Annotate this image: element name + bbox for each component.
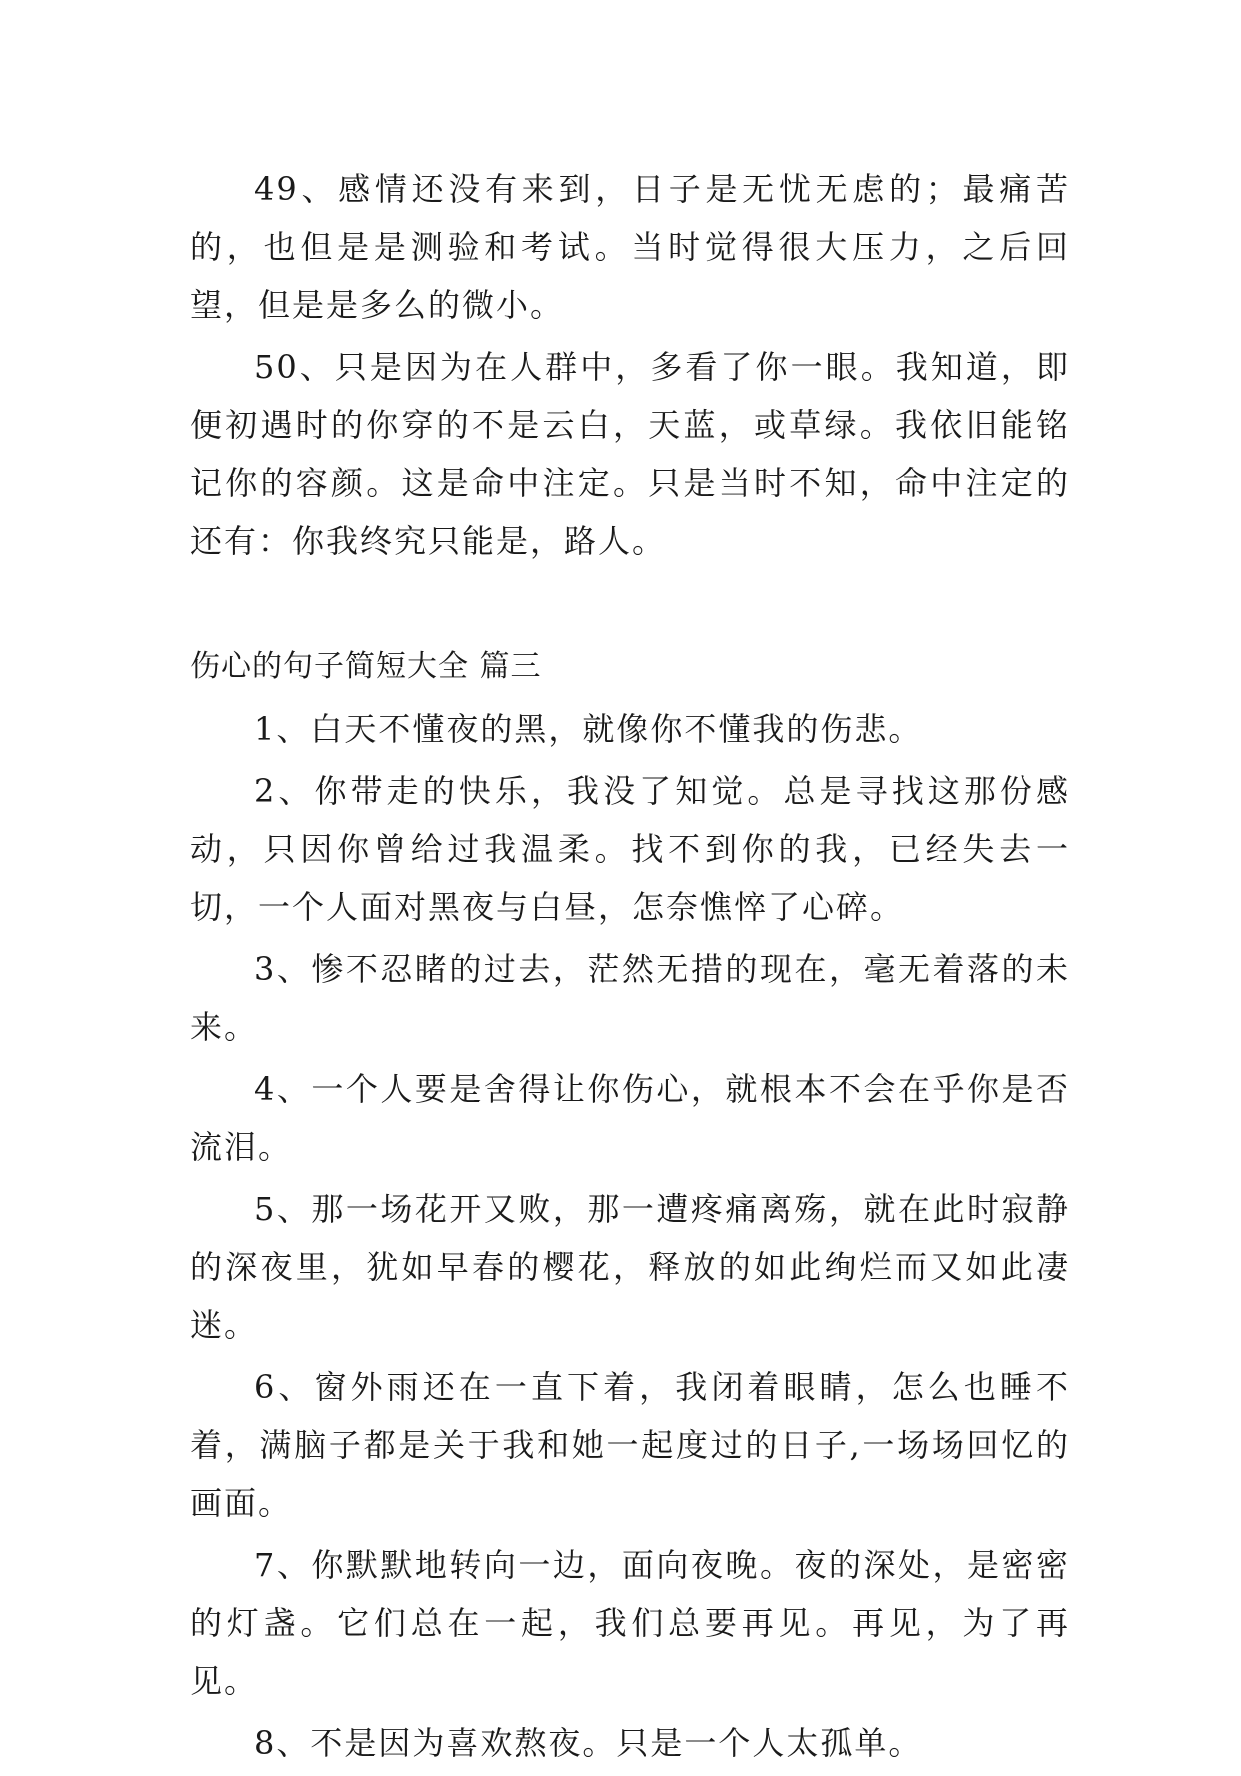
paragraph-7: 7、你默默地转向一边，面向夜晚。夜的深处，是密密的灯盏。它们总在一起，我们总要再见。再见，为了再见。 (190, 1546, 1070, 1700)
paragraph-5: 5、那一场花开又败，那一遭疼痛离殇，就在此时寂静的深夜里，犹如早春的樱花，释放的如此绚烂而又如此凄迷。 (190, 1190, 1070, 1344)
paragraph-49: 49、感情还没有来到，日子是无忧无虑的；最痛苦的，也但是是测验和考试。当时觉得很大压力，之后回望，但是是多么的微小。 (190, 170, 1070, 324)
section-heading: 伤心的句子简短大全 篇三 (190, 649, 542, 684)
paragraph-50: 50、只是因为在人群中，多看了你一眼。我知道，即便初遇时的你穿的不是云白，天蓝，或草绿。我依旧能铭记你的容颜。这是命中注定。只是当时不知，命中注定的还有：你我终究只能是，路人。 (190, 348, 1070, 560)
paragraph-1: 1、白天不懂夜的黑，就像你不懂我的伤悲。 (254, 710, 923, 748)
paragraph-8: 8、不是因为喜欢熬夜。只是一个人太孤单。 (254, 1724, 923, 1762)
paragraph-4: 4、一个人要是舍得让你伤心，就根本不会在乎你是否流泪。 (190, 1070, 1070, 1166)
paragraph-2: 2、你带走的快乐，我没了知觉。总是寻找这那份感动，只因你曾给过我温柔。找不到你的我，已经失去一切，一个人面对黑夜与白昼，怎奈憔悴了心碎。 (190, 772, 1070, 926)
paragraph-6: 6、窗外雨还在一直下着，我闭着眼睛，怎么也睡不着，满脑子都是关于我和她一起度过的日子,一场场回忆的画面。 (190, 1368, 1070, 1522)
document-body (190, 160, 1070, 1776)
paragraph-3: 3、惨不忍睹的过去，茫然无措的现在，毫无着落的未来。 (190, 950, 1070, 1046)
